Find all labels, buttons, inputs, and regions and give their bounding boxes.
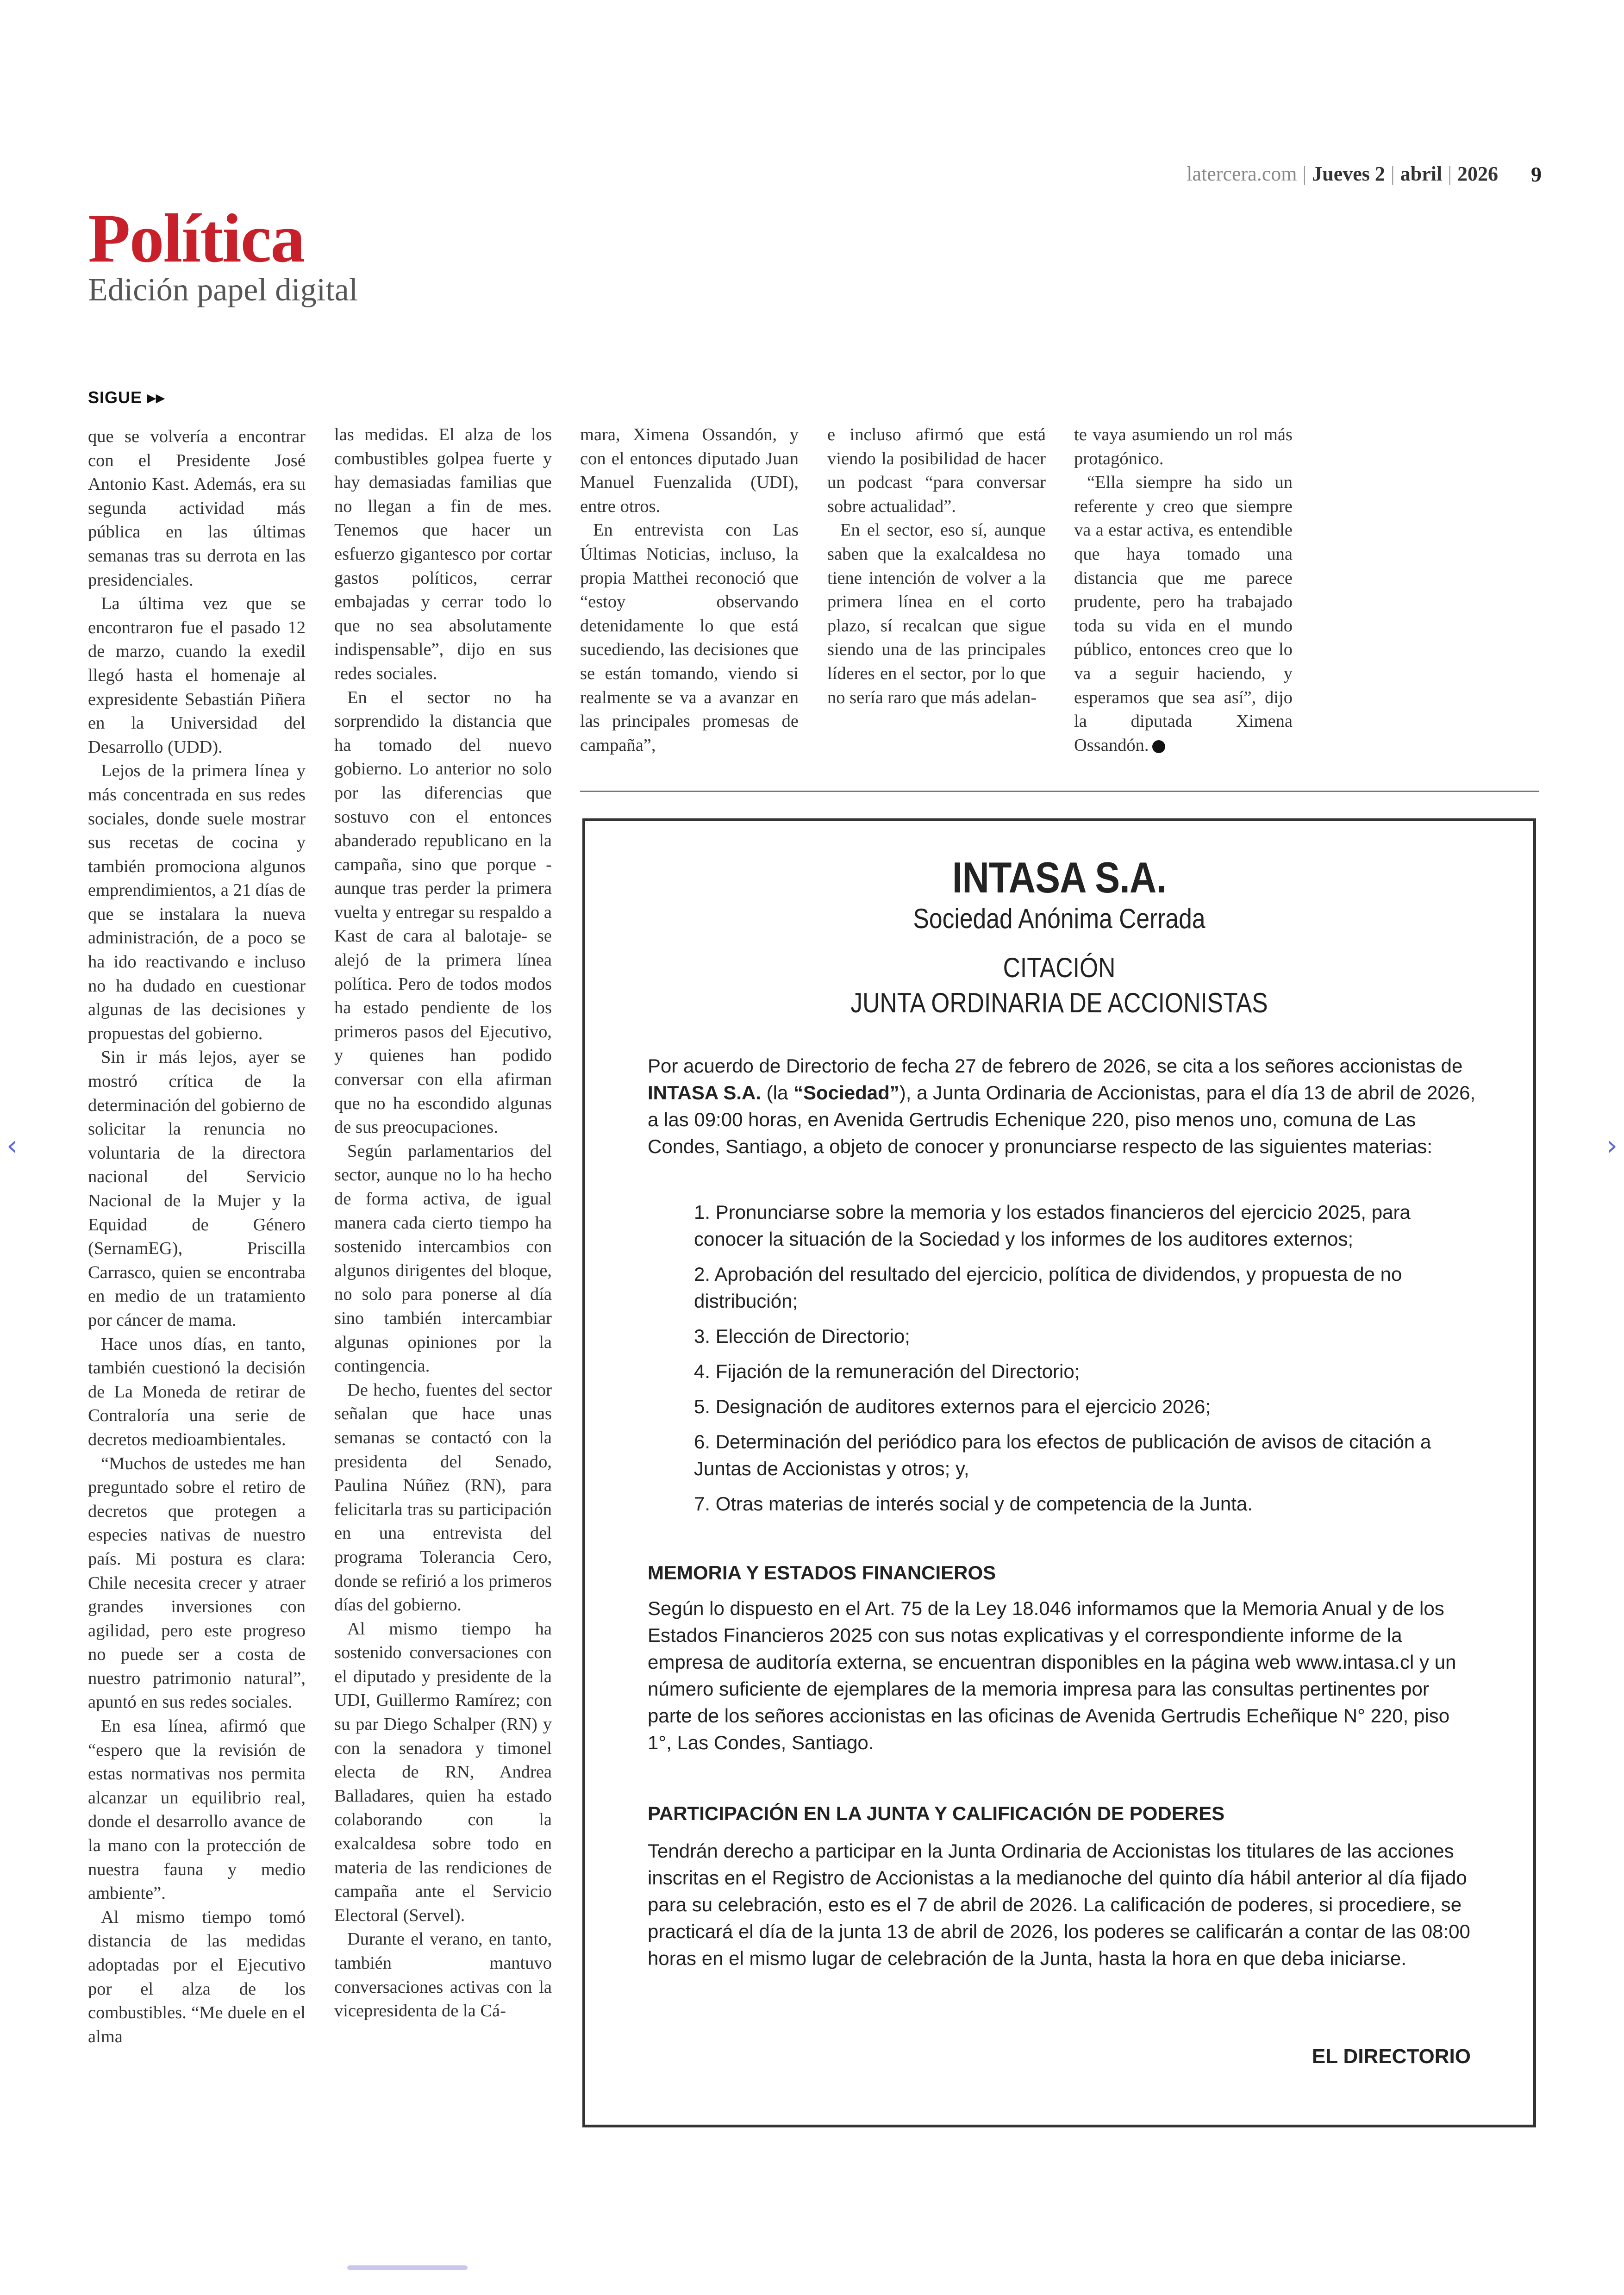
article-column-4 (827, 423, 1046, 710)
ad-intro-text: Por acuerdo de Directorio de fecha 27 de febrero de 2026, se cita a los señores accionistas de (648, 1055, 1463, 1077)
participacion-text: Tendrán derecho a participar en la Junta Ordinaria de Accionistas los titulares de las acciones inscritas en el Registro de Accionistas a la medianoche del quinto día hábil anterior al día fijado para su celebración, esto es el 7 de abril de 2026. La calificación de poderes, si procediere, se practicará el día de la junta 13 de abril de 2026, los poderes se calificarán a contar de las 08:00 horas en el mismo lugar de celebración de la Junta, hasta la hora en que deba iniciarse. (648, 1840, 1470, 1969)
header-year: 2026 (1457, 162, 1498, 185)
paragraph: “Muchos de ustedes me han preguntado sobre el retiro de decretos que protegen a especies nativas de nuestro país. Mi postura es clara: Chile necesita crecer y atraer grandes inversiones con agilidad, pero este progreso no puede ser a costa de nuestro patrimonio natural”, apuntó en sus redes sociales. (88, 1453, 306, 1712)
ad-company-type: Sociedad Anónima Cerrada (913, 903, 1206, 934)
page-number: 9 (1531, 162, 1542, 186)
agenda-item: 5. Designación de auditores externos para el ejercicio 2026; (694, 1396, 1211, 1417)
header-meta: latercera.com | Jueves 2 | abril | 2026 (1187, 162, 1498, 185)
legal-notice-ad (582, 818, 1536, 2127)
ad-intro-company: INTASA S.A. (648, 1082, 762, 1104)
paragraph: Lejos de la primera línea y más concentrada en sus redes sociales, donde suele mostrar sus recetas de cocina y también promociona algunos emprendimientos, a 21 días de que se instalara la nueva administración, de a poco se ha ido reactivando e incluso no ha dudado en cuestionar algunas de las decisiones y propuestas del gobierno. (88, 761, 306, 1043)
paragraph: mara, Ximena Ossandón, y con el entonces diputado Juan Manuel Fuenzalida (UDI), entre otros. (580, 425, 799, 516)
participacion-heading: PARTICIPACIÓN EN LA JUNTA Y CALIFICACIÓN DE PODERES (648, 1802, 1225, 1824)
paragraph (1074, 471, 1293, 757)
paragraph: En esa línea, afirmó que “espero que la revisión de estas normativas nos permita alcanzar un equilibrio real, donde el desarrollo avance de la mano con la protección de nuestra fauna y medio ambiente”. (88, 1716, 306, 1903)
paragraph: e incluso afirmó que está viendo la posibilidad de hacer un podcast “para conversar sobre actualidad”. (827, 425, 1046, 516)
paragraph: Durante el verano, en tanto, también mantuvo conversaciones activas con la vicepresidenta de la Cá- (334, 1929, 552, 2021)
paragraph: Al mismo tiempo tomó distancia de las medidas adoptadas por el Ejecutivo por el alza de los combustibles. “Me duele en el alma (88, 1907, 306, 2046)
next-page-icon[interactable]: › (1606, 1129, 1618, 1162)
agenda-item: 2. Aprobación del resultado del ejercicio, política de dividendos, y propuesta de no distribución; (694, 1263, 1402, 1312)
paragraph: De hecho, fuentes del sector señalan que hace unas semanas se contactó con la presidenta del Senado, Paulina Núñez (RN), para felicitarla tras su participación en una entrevista del programa Tolerancia Cero, donde se refirió a los primeros días del gobierno. (334, 1380, 552, 1615)
ad-intro (648, 1053, 1476, 1160)
ad-agenda-list (694, 1199, 1476, 1526)
agenda-item: 3. Elección de Directorio; (694, 1325, 910, 1347)
paragraph: Al mismo tiempo ha sostenido conversaciones con el diputado y presidente de la UDI, Guillermo Ramírez; con su par Diego Schalper (RN) y con la senadora y timonel electa de RN, Andrea Balladares, quien ha estado colaborando con la exalcaldesa sobre todo en materia de las rendiciones de campaña ante el Servicio Electoral (Servel). (334, 1619, 552, 1925)
section-subtitle: Edición papel digital (88, 272, 358, 308)
ad-signature: EL DIRECTORIO (1312, 2045, 1471, 2068)
memoria-text: Según lo dispuesto en el Art. 75 de la Ley 18.046 informamos que la Memoria Anual y de los Estados Financieros 2025 con sus notas explicativas y el correspondiente informe de la empresa de auditoría externa, se encuentran disponibles en la página web www.intasa.cl y un número suficiente de ejemplares de la memoria impresa para las consultas pertinentes por parte de los señores accionistas en las oficinas de Avenida Gertrudis Echeñique N° 220, piso 1°, Las Condes, Santiago. (648, 1597, 1456, 1753)
agenda-item: 6. Determinación del periódico para los efectos de publicación de avisos de citación a Juntas de Accionistas y otros; y, (694, 1431, 1431, 1479)
memoria-heading: MEMORIA Y ESTADOS FINANCIEROS (648, 1562, 996, 1584)
ad-company-name: INTASA S.A. (952, 853, 1167, 902)
header-day: Jueves 2 (1312, 162, 1385, 185)
paragraph: Sin ir más lejos, ayer se mostró crítica de la determinación del gobierno de solicitar la renuncia no voluntaria de la directora nacional del Servicio Nacional de la Mujer y la Equidad de Género (SernamEG), Priscilla Carrasco, quien se encontraba en medio de un tratamiento por cáncer de mama. (88, 1048, 306, 1330)
paragraph-text: “Ella siempre ha sido un referente y creo que siempre va a estar activa, es entendible que haya tomado una distancia que me parece prudente, pero ha trabajado toda su vida en el mundo público, entonces creo que lo va a seguir haciendo, y esperamos que sea así”, dijo la diputada Ximena Ossandón. (1074, 473, 1293, 755)
article-column-1 (88, 425, 306, 2049)
ad-citation-title: CITACIÓN (1003, 952, 1116, 983)
article-column-2 (334, 423, 552, 2023)
previous-page-icon[interactable]: ‹ (6, 1129, 18, 1162)
site-name: latercera.com (1187, 162, 1297, 185)
page-scroll-indicator[interactable] (347, 2265, 468, 2270)
divider (580, 791, 1539, 792)
paragraph: En el sector, eso sí, aunque saben que la exalcaldesa no tiene intención de volver a la primera línea en el corto plazo, sí recalcan que sigue siendo una de las principales líderes en el sector, por lo que no sería raro que más adelan- (827, 520, 1046, 707)
ad-intro-text: (la (761, 1082, 794, 1104)
agenda-item: 1. Pronunciarse sobre la memoria y los estados financieros del ejercicio 2025, para conocer la situación de la Sociedad y los informes de los auditores externos; (694, 1201, 1411, 1250)
paragraph: En el sector no ha sorprendido la distancia que ha tomado del nuevo gobierno. Lo anterior no solo por las diferencias que sostuvo con el entonces abanderado republicano en la campaña, sino que porque -aunque tras perder la primera vuelta y entregar su respaldo a Kast de cara al balotaje- se alejó de la primera línea política. Pero de todos modos ha estado pendiente de los primeros pasos del Ejecutivo, y quienes han podido conversar con ella afirman que no ha escondido algunas de sus preocupaciones. (334, 687, 552, 1137)
ad-intro-text: ), a Junta Ordinaria de Accionistas, para el día 13 de abril de 2026, a las 09:00 horas, en Avenida Gertrudis Echenique 220, piso menos uno, comuna de Las Condes, Santiago, a objeto de conocer y pronunciarse respecto de las siguientes materias: (648, 1082, 1476, 1157)
header-month: abril (1400, 162, 1443, 185)
continue-label: SIGUE ▸▸ (88, 388, 165, 407)
end-mark-icon (1152, 740, 1165, 753)
paragraph: La última vez que se encontraron fue el pasado 12 de marzo, cuando la exedil llegó hasta el homenaje al expresidente Sebastián Piñera en la Universidad del Desarrollo (UDD). (88, 594, 306, 757)
paragraph: En entrevista con Las Últimas Noticias, incluso, la propia Matthei reconoció que “estoy observando detenidamente lo que está sucediendo, las decisiones que se están tomando, viendo si realmente se va a avanzar en las principales promesas de campaña”, (580, 520, 799, 755)
agenda-item: 7. Otras materias de interés social y de competencia de la Junta. (694, 1493, 1253, 1515)
paragraph: las medidas. El alza de los combustibles golpea fuerte y hay demasiadas familias que no llegan a fin de mes. Tenemos que hacer un esfuerzo gigantesco por cortar gastos políticos, cerrar embajadas y cerrar todo lo que no sea absolutamente indispensable”, dijo en sus redes sociales. (334, 425, 552, 683)
ad-intro-society: “Sociedad” (793, 1082, 899, 1104)
agenda-item: 4. Fijación de la remuneración del Directorio; (694, 1360, 1080, 1382)
paragraph: que se volvería a encontrar con el Presidente José Antonio Kast. Además, era su segunda actividad más pública en las últimas semanas tras su derrota en las presidenciales. (88, 427, 306, 590)
ad-citation-subtitle: JUNTA ORDINARIA DE ACCIONISTAS (850, 987, 1268, 1018)
section-title: Política (88, 200, 305, 277)
article-column-5 (1074, 423, 1293, 757)
paragraph: Según parlamentarios del sector, aunque no lo ha hecho de forma activa, de igual manera cada cierto tiempo ha sostenido intercambios con algunos dirigentes del bloque, no solo para ponerse al día sino también intercambiar algunas opiniones por la contingencia. (334, 1141, 552, 1376)
paragraph: te vaya asumiendo un rol más protagónico. (1074, 425, 1293, 468)
article-column-3 (580, 423, 799, 757)
paragraph: Hace unos días, en tanto, también cuestionó la decisión de La Moneda de retirar de Contraloría una serie de decretos medioambientales. (88, 1334, 306, 1449)
